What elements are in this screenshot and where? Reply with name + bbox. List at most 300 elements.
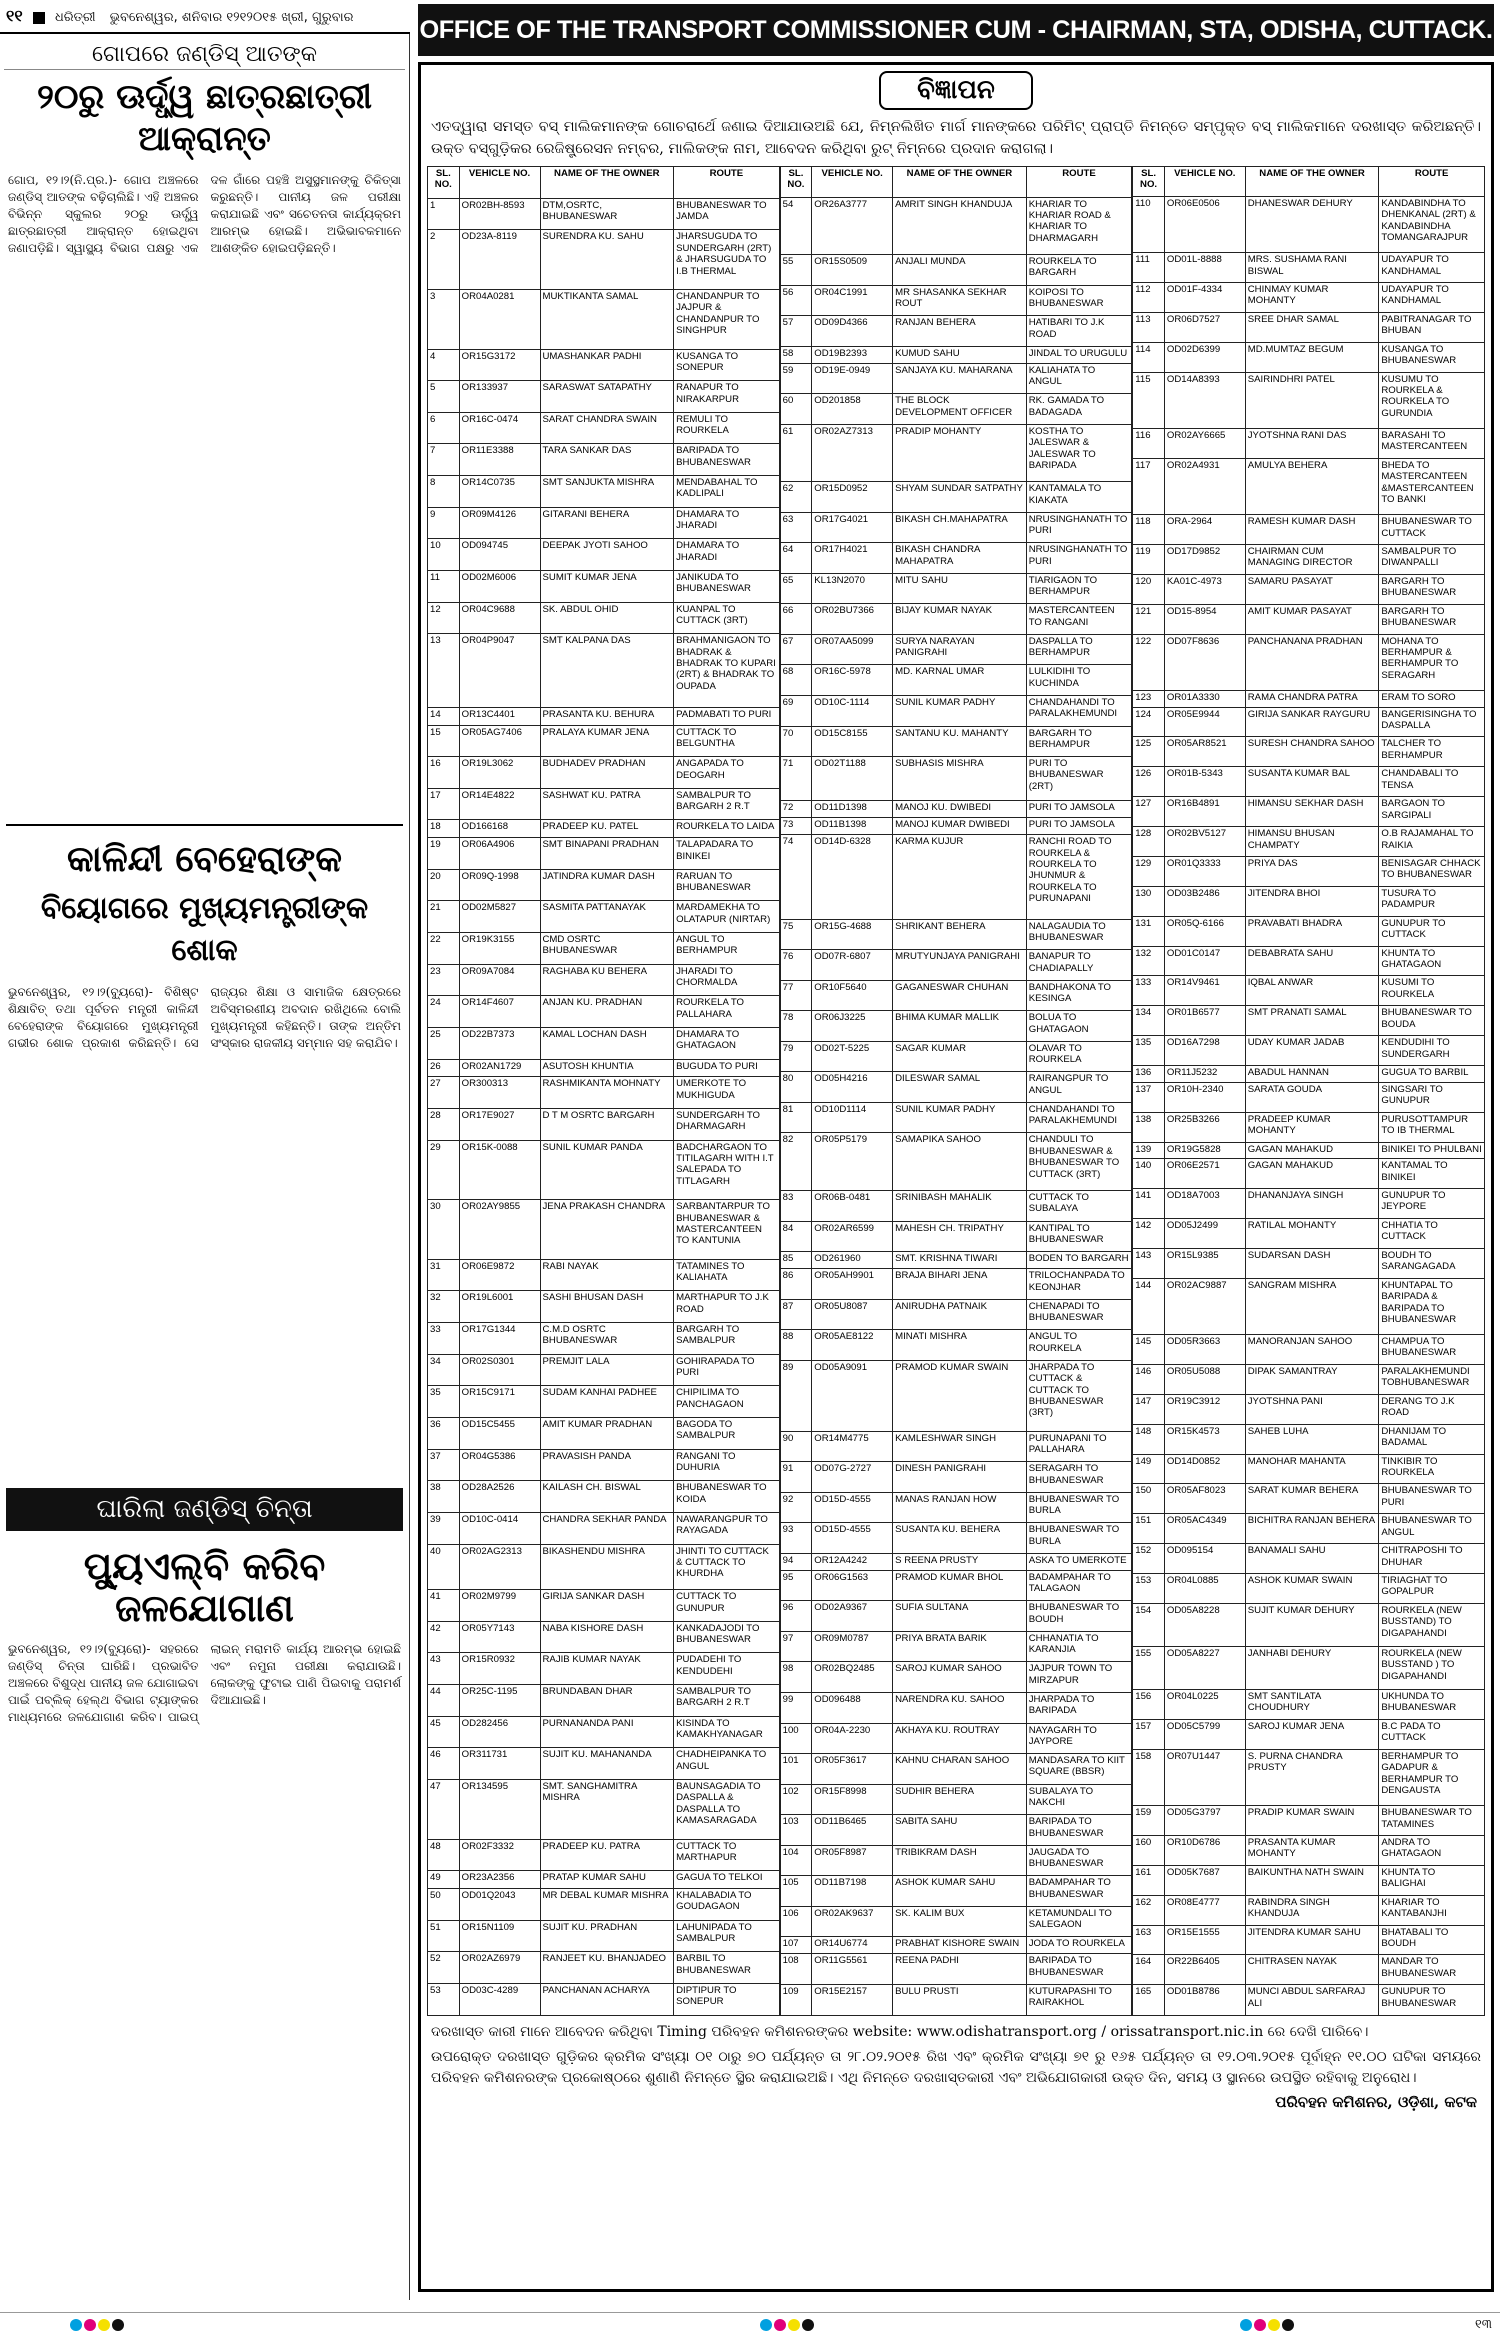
vehicle-cell: OR15E2157 <box>812 1984 893 2015</box>
serial-cell: 124 <box>1133 707 1165 737</box>
owner-cell: MAHESH CH. TRIPATHY <box>893 1221 1027 1252</box>
serial-cell: 17 <box>428 788 460 820</box>
owner-cell: TARA SANKAR DAS <box>540 444 674 476</box>
vehicle-cell: OD11B7198 <box>812 1876 893 1907</box>
route-cell: BHEDA TO MASTERCANTEEN &MASTERCANTEEN TO BANKI <box>1379 458 1485 514</box>
table-row <box>1133 1112 1485 1142</box>
serial-cell: 149 <box>1133 1454 1165 1484</box>
serial-cell: 84 <box>780 1221 812 1252</box>
story3-headline: ପ୍ୟୁଏଲ୍‌ବି କରିବ ଜଳଯୋଗାଣ <box>83 1543 326 1630</box>
ad-box <box>418 62 1494 2292</box>
serial-cell: 156 <box>1133 1690 1165 1720</box>
route-cell: NAYAGARH TO JAYPORE <box>1026 1723 1132 1754</box>
vehicle-cell: OR02BU7366 <box>812 604 893 635</box>
vehicle-cell: OR15D0952 <box>812 482 893 513</box>
vehicle-cell: OR02AY6665 <box>1164 428 1245 458</box>
route-cell: BUGUDA TO PURI <box>674 1059 780 1077</box>
table-row <box>428 634 780 708</box>
route-cell: CHANDANPUR TO JAJPUR & CHANDANPUR TO SINGHPUR <box>674 289 780 349</box>
vehicle-cell: OR14U6774 <box>812 1937 893 1954</box>
route-cell: CHANDULI TO BHUBANESWAR & BHUBANESWAR TO CUTTACK (3RT) <box>1026 1133 1132 1191</box>
serial-cell: 4 <box>428 349 460 381</box>
route-cell: JINDAL TO URUGULU <box>1026 346 1132 363</box>
route-cell: ROURKELA TO PALLAHARA <box>674 996 780 1028</box>
serial-cell: 68 <box>780 665 812 696</box>
vehicle-cell: OD14D0852 <box>1164 1454 1245 1484</box>
table-row <box>1133 634 1485 690</box>
route-cell: SAMBALPUR TO BARGARH 2 R.T <box>674 1685 780 1717</box>
vehicle-cell: OR02F3332 <box>459 1839 540 1871</box>
owner-cell: PRASANTA KUMAR MOHANTY <box>1245 1835 1379 1865</box>
route-cell: RK. GAMADA TO BADAGADA <box>1026 394 1132 425</box>
table-row <box>1133 886 1485 916</box>
table-row <box>428 381 780 413</box>
owner-cell: BAIKUNTHA NATH SWAIN <box>1245 1865 1379 1895</box>
column-header: SL. NO. <box>428 167 460 199</box>
vehicle-cell: OD03B2486 <box>1164 886 1245 916</box>
table-row <box>780 197 1132 255</box>
table-row <box>1133 1066 1485 1083</box>
owner-cell: SURYA NARAYAN PANIGRAHI <box>893 634 1027 665</box>
vehicle-cell: OR15K-0088 <box>459 1140 540 1200</box>
serial-cell: 91 <box>780 1462 812 1493</box>
route-cell: KHARIAR TO KANTABANJHI <box>1379 1895 1485 1925</box>
vehicle-cell: OR14E4822 <box>459 788 540 820</box>
table-row <box>780 801 1132 818</box>
vehicle-cell: OD282456 <box>459 1716 540 1748</box>
vehicle-cell: OD19B2393 <box>812 346 893 363</box>
owner-cell: REENA PADHI <box>893 1954 1027 1985</box>
yellow-dot <box>98 2319 110 2331</box>
serial-cell: 76 <box>780 950 812 981</box>
owner-cell: RATILAL MOHANTY <box>1245 1218 1379 1248</box>
serial-cell: 94 <box>780 1553 812 1570</box>
vehicle-cell: OD15D-4555 <box>812 1492 893 1523</box>
cyan-dot <box>760 2319 772 2331</box>
route-cell: JAJPUR TOWN TO MIRZAPUR <box>1026 1662 1132 1693</box>
route-cell: B.C PADA TO CUTTACK <box>1379 1719 1485 1749</box>
route-cell: SUNDERGARH TO DHARMAGARH <box>674 1108 780 1140</box>
table-row <box>780 1011 1132 1042</box>
serial-cell: 109 <box>780 1984 812 2015</box>
serial-cell: 29 <box>428 1140 460 1200</box>
serial-cell: 72 <box>780 801 812 818</box>
serial-cell: 117 <box>1133 458 1165 514</box>
route-cell: BHUBANESWAR TO ANGUL <box>1379 1514 1485 1544</box>
table-row <box>428 1512 780 1544</box>
table-row <box>428 349 780 381</box>
ad-website-note: ଦରଖାସ୍ତ କାରୀ ମାନେ ଆବେଦନ କରିଥିବା Timing ପରିବହନ କମିଶନରଙ୍କର website: www.odishatransport.org / orissatransport.nic.in ରେ ଦେଖି ପାରିବେ। <box>431 2024 1369 2040</box>
page-footer <box>0 2312 1500 2339</box>
route-cell: NRUSINGHANATH TO PURI <box>1026 512 1132 543</box>
serial-cell: 5 <box>428 381 460 413</box>
route-cell: ANGUL TO ROURKELA <box>1026 1330 1132 1361</box>
route-cell: CHANDABALI TO TENSA <box>1379 767 1485 797</box>
table-row <box>1133 1082 1485 1112</box>
vehicle-cell: OD28A2526 <box>459 1481 540 1513</box>
vehicle-cell: OD17D9852 <box>1164 545 1245 575</box>
route-cell: BODEN TO BARGARH <box>1026 1252 1132 1269</box>
serial-cell: 96 <box>780 1601 812 1632</box>
owner-cell: MR DEBAL KUMAR MISHRA <box>540 1888 674 1920</box>
vehicle-cell: OR07AA5099 <box>812 634 893 665</box>
route-cell: BHUBANESWAR TO TATAMINES <box>1379 1806 1485 1836</box>
vehicle-cell: OR15C9171 <box>459 1386 540 1418</box>
vehicle-cell: OD11D1398 <box>812 801 893 818</box>
owner-cell: BANAMALI SAHU <box>1245 1544 1379 1574</box>
route-cell: JODA TO ROURKELA <box>1026 1937 1132 1954</box>
vehicle-cell: OD05K7687 <box>1164 1865 1245 1895</box>
route-cell: BHUBANESWAR TO JAMDA <box>674 198 780 230</box>
route-cell: UDAYAPUR TO KANDHAMAL <box>1379 283 1485 313</box>
route-cell: CUTTACK TO MARTHAPUR <box>674 1839 780 1871</box>
route-cell: LAHUNIPADA TO SAMBALPUR <box>674 1920 780 1952</box>
vehicle-cell: OR04P9047 <box>459 634 540 708</box>
owner-cell: SASHI BHUSAN DASH <box>540 1291 674 1323</box>
table-row <box>780 757 1132 801</box>
route-cell: BARASAHI TO MASTERCANTEEN <box>1379 428 1485 458</box>
owner-cell: SURESH CHANDRA SAHOO <box>1245 737 1379 767</box>
table-row <box>428 1920 780 1952</box>
table-row <box>1133 1006 1485 1036</box>
serial-cell: 36 <box>428 1417 460 1449</box>
table-row <box>1133 767 1485 797</box>
route-cell: PURI TO JAMSOLA <box>1026 801 1132 818</box>
owner-cell: RASHMIKANTA MOHNATY <box>540 1077 674 1109</box>
serial-cell: 52 <box>428 1952 460 1984</box>
serial-cell: 2 <box>428 230 460 290</box>
route-cell: KUANPAL TO CUTTACK (3RT) <box>674 602 780 634</box>
black-dot <box>802 2319 814 2331</box>
table-row <box>780 346 1132 363</box>
table-row <box>428 1952 780 1984</box>
table-row <box>1133 1248 1485 1278</box>
serial-cell: 145 <box>1133 1335 1165 1365</box>
owner-cell: ABADUL HANNAN <box>1245 1066 1379 1083</box>
serial-cell: 146 <box>1133 1364 1165 1394</box>
serial-cell: 33 <box>428 1323 460 1355</box>
vehicle-cell: OR02AZ7313 <box>812 424 893 482</box>
table-row <box>428 1983 780 2015</box>
route-cell: PURI TO BHUBANESWAR (2RT) <box>1026 757 1132 801</box>
serial-cell: 99 <box>780 1693 812 1724</box>
route-cell: BHATABALI TO BOUDH <box>1379 1925 1485 1955</box>
vehicle-cell: OR05F3617 <box>812 1754 893 1785</box>
route-cell: KOSTHA TO JALESWAR & JALESWAR TO BARIPADA <box>1026 424 1132 482</box>
table-row <box>780 1954 1132 1985</box>
route-cell: PUDADEHI TO KENDUDEHI <box>674 1653 780 1685</box>
route-cell: BHUBANESWAR TO PURI <box>1379 1484 1485 1514</box>
table-row <box>780 1462 1132 1493</box>
table-row <box>780 1431 1132 1462</box>
table-row <box>428 1291 780 1323</box>
table-header-row <box>1133 167 1485 197</box>
vehicle-cell: OR15S0509 <box>812 255 893 286</box>
vehicle-cell: OR04C9688 <box>459 602 540 634</box>
owner-cell: SHRIKANT BEHERA <box>893 919 1027 950</box>
table-row <box>428 1748 780 1780</box>
serial-cell: 127 <box>1133 797 1165 827</box>
serial-cell: 154 <box>1133 1603 1165 1646</box>
serial-cell: 60 <box>780 394 812 425</box>
vehicle-cell: OR06E0506 <box>1164 196 1245 252</box>
table-row <box>780 1815 1132 1846</box>
vehicle-cell: OR25C-1195 <box>459 1685 540 1717</box>
route-cell: DHAMARA TO GHATAGAON <box>674 1027 780 1059</box>
route-cell: BARGAON TO SARGIPALI <box>1379 797 1485 827</box>
owner-cell: SUSANTA KUMAR BAL <box>1245 767 1379 797</box>
column-header: ROUTE <box>1026 167 1132 198</box>
vehicle-cell: OD05A8227 <box>1164 1646 1245 1689</box>
vehicle-cell: OD02T-5225 <box>812 1041 893 1072</box>
table-row <box>1133 604 1485 634</box>
vehicle-cell: OD01Q2043 <box>459 1888 540 1920</box>
story2-kicker: କାଳିନ୍ଦୀ ବେହେରାଙ୍କ <box>67 838 342 880</box>
route-cell: GUGUA TO BARBIL <box>1379 1066 1485 1083</box>
owner-cell: MANOJ KUMAR DWIBEDI <box>893 818 1027 835</box>
table-row <box>428 570 780 602</box>
vehicle-cell: OD15-8954 <box>1164 604 1245 634</box>
route-cell: BARIPADA TO BHUBANESWAR <box>1026 1815 1132 1846</box>
vehicle-cell: OR19C3912 <box>1164 1394 1245 1424</box>
vehicle-cell: OR01Q3333 <box>1164 856 1245 886</box>
serial-cell: 14 <box>428 707 460 725</box>
route-cell: BARGARH TO BHUBANESWAR <box>1379 604 1485 634</box>
route-cell: ANGAPADA TO DEOGARH <box>674 757 780 789</box>
serial-cell: 160 <box>1133 1835 1165 1865</box>
vehicle-cell: OR133937 <box>459 381 540 413</box>
masthead: ଧରିତ୍ରୀ <box>54 10 96 25</box>
black-dot <box>112 2319 124 2331</box>
magenta-dot <box>84 2319 96 2331</box>
vehicle-cell: ORA-2964 <box>1164 515 1245 545</box>
route-cell: TIARIGAON TO BERHAMPUR <box>1026 573 1132 604</box>
vehicle-cell: OD22B7373 <box>459 1027 540 1059</box>
column-header: NAME OF THE OWNER <box>893 167 1027 198</box>
vehicle-cell: OR02M9799 <box>459 1590 540 1622</box>
vehicle-cell: OD01B8786 <box>1164 1985 1245 2016</box>
vehicle-cell: OD23A-8119 <box>459 230 540 290</box>
serial-cell: 48 <box>428 1839 460 1871</box>
vehicle-cell: OD07F8636 <box>1164 634 1245 690</box>
owner-cell: SARAT KUMAR BEHERA <box>1245 1484 1379 1514</box>
route-cell: BADCHARGAON TO TITILAGARH WITH I.T SALEPADA TO TITLAGARH <box>674 1140 780 1200</box>
table-row <box>428 707 780 725</box>
serial-cell: 81 <box>780 1102 812 1133</box>
table-row <box>1133 1364 1485 1394</box>
owner-cell: SUNIL KUMAR PANDA <box>540 1140 674 1200</box>
route-cell: JHARSUGUDA TO SUNDERGARH (2RT) & JHARSUGUDA TO I.B THERMAL <box>674 230 780 290</box>
serial-cell: 38 <box>428 1481 460 1513</box>
owner-cell: SUFIA SULTANA <box>893 1601 1027 1632</box>
owner-cell: MUKTIKANTA SAMAL <box>540 289 674 349</box>
vehicle-cell: OR23A2356 <box>459 1871 540 1889</box>
route-cell: TUSURA TO PADAMPUR <box>1379 886 1485 916</box>
serial-cell: 50 <box>428 1888 460 1920</box>
table-row <box>428 1354 780 1386</box>
table-row <box>780 1754 1132 1785</box>
table-row <box>428 1888 780 1920</box>
owner-cell: CMD OSRTC BHUBANESWAR <box>540 933 674 965</box>
table-row <box>780 1360 1132 1431</box>
owner-cell: PRADEEP KU. PATRA <box>540 1839 674 1871</box>
cyan-dot <box>1240 2319 1252 2331</box>
serial-cell: 58 <box>780 346 812 363</box>
serial-cell: 39 <box>428 1512 460 1544</box>
table-row <box>428 1449 780 1481</box>
table-row <box>1133 1142 1485 1159</box>
owner-cell: SMT SANTILATA CHOUDHURY <box>1245 1690 1379 1720</box>
serial-cell: 25 <box>428 1027 460 1059</box>
route-cell: ROURKELA TO LAIDA <box>674 820 780 838</box>
serial-cell: 92 <box>780 1492 812 1523</box>
serial-cell: 19 <box>428 838 460 870</box>
vehicle-cell: OR06J3225 <box>812 1011 893 1042</box>
owner-cell: DILESWAR SAMAL <box>893 1072 1027 1103</box>
vehicle-cell: OR25B3266 <box>1164 1112 1245 1142</box>
story1-kicker: ଗୋପରେ ଜଣ୍ଡିସ୍ ଆତଙ୍କ <box>4 34 405 70</box>
route-cell: MARTHAPUR TO J.K ROAD <box>674 1291 780 1323</box>
serial-cell: 73 <box>780 818 812 835</box>
vehicle-cell: OR05Q-6166 <box>1164 916 1245 946</box>
vehicle-cell: KL13N2070 <box>812 573 893 604</box>
route-cell: BERHAMPUR TO GADAPUR & BERHAMPUR TO DENGAUSTA <box>1379 1749 1485 1805</box>
table-row <box>780 835 1132 920</box>
table-row <box>780 696 1132 727</box>
vehicle-cell: OD14D-6328 <box>812 835 893 920</box>
table-row <box>1133 856 1485 886</box>
route-cell: GUNUPUR TO JEYPORE <box>1379 1189 1485 1219</box>
route-cell: DHAMARA TO JHARADI <box>674 539 780 571</box>
route-cell: KHUNTAPAL TO BARIPADA & BARIPADA TO BHUBANESWAR <box>1379 1278 1485 1334</box>
table-row <box>780 512 1132 543</box>
serial-cell: 132 <box>1133 946 1165 976</box>
owner-cell: CHINMAY KUMAR MOHANTY <box>1245 283 1379 313</box>
table-row <box>780 394 1132 425</box>
table-row <box>780 1269 1132 1300</box>
owner-cell: UMASHANKAR PADHI <box>540 349 674 381</box>
registration-marks-right <box>1240 2319 1294 2331</box>
owner-cell: RANJAN BEHERA <box>893 316 1027 347</box>
story1-headline: ୨୦ରୁ ଊର୍ଦ୍ଧ୍ୱ ଛାତ୍ରଛାତ୍ରୀ ଆକ୍ରାନ୍ତ <box>36 77 373 159</box>
vehicle-cell: OR14M4775 <box>812 1431 893 1462</box>
vehicle-cell: OR04A0281 <box>459 289 540 349</box>
route-cell: DHANIJAM TO BADAMAL <box>1379 1424 1485 1454</box>
owner-cell: SUDHIR BEHERA <box>893 1784 1027 1815</box>
serial-cell: 16 <box>428 757 460 789</box>
vehicle-cell: OR05AC4349 <box>1164 1514 1245 1544</box>
owner-cell: PRAVABATI BHADRA <box>1245 916 1379 946</box>
owner-cell: MD. KARNAL UMAR <box>893 665 1027 696</box>
serial-cell: 12 <box>428 602 460 634</box>
vehicle-cell: OR02AY9855 <box>459 1200 540 1260</box>
owner-cell: GITARANI BEHERA <box>540 507 674 539</box>
route-cell: SARBANTARPUR TO BHUBANESWAR & MASTERCANTEEN TO KANTUNIA <box>674 1200 780 1260</box>
table-row <box>780 1330 1132 1361</box>
route-cell: KETAMUNDALI TO SALEGAON <box>1026 1906 1132 1937</box>
owner-cell: DHANESWAR DEHURY <box>1245 196 1379 252</box>
serial-cell: 111 <box>1133 253 1165 283</box>
vehicle-cell: OR05E9944 <box>1164 707 1245 737</box>
owner-cell: SAGAR KUMAR <box>893 1041 1027 1072</box>
table-row <box>1133 1218 1485 1248</box>
owner-cell: SMT PRANATI SAMAL <box>1245 1006 1379 1036</box>
table-row <box>428 289 780 349</box>
owner-cell: NARENDRA KU. SAHOO <box>893 1693 1027 1724</box>
table-row <box>1133 1394 1485 1424</box>
table-header-row <box>428 167 780 199</box>
table-row <box>780 482 1132 513</box>
vehicle-cell: OR05F8987 <box>812 1845 893 1876</box>
table-row <box>428 1653 780 1685</box>
serial-cell: 152 <box>1133 1544 1165 1574</box>
table-row <box>1133 1159 1485 1189</box>
registration-marks-middle <box>760 2319 814 2331</box>
serial-cell: 46 <box>428 1748 460 1780</box>
serial-cell: 8 <box>428 476 460 508</box>
vehicle-cell: OR09Q-1998 <box>459 869 540 901</box>
vehicle-cell: OR02AZ6979 <box>459 1952 540 1984</box>
serial-cell: 80 <box>780 1072 812 1103</box>
owner-cell: KAHNU CHARAN SAHOO <box>893 1754 1027 1785</box>
owner-cell: MANAS RANJAN HOW <box>893 1492 1027 1523</box>
vehicle-cell: OD05A9091 <box>812 1360 893 1431</box>
column-header: VEHICLE NO. <box>459 167 540 199</box>
owner-cell: KUMUD SAHU <box>893 346 1027 363</box>
vehicle-cell: OR01A3330 <box>1164 690 1245 707</box>
serial-cell: 75 <box>780 919 812 950</box>
vehicle-cell: OD09D4366 <box>812 316 893 347</box>
table-row <box>1133 515 1485 545</box>
serial-cell: 28 <box>428 1108 460 1140</box>
vehicle-cell: OR04C1991 <box>812 285 893 316</box>
table-row <box>780 285 1132 316</box>
serial-cell: 106 <box>780 1906 812 1937</box>
vehicle-cell: OD02T1188 <box>812 757 893 801</box>
owner-cell: ASUTOSH KHUNTIA <box>540 1059 674 1077</box>
vehicle-cell: OR05AG7406 <box>459 725 540 757</box>
vehicle-cell: OR12A4242 <box>812 1553 893 1570</box>
column-header: NAME OF THE OWNER <box>1245 167 1379 197</box>
serial-cell: 101 <box>780 1754 812 1785</box>
owner-cell: PRADIP MOHANTY <box>893 424 1027 482</box>
owner-cell: SREE DHAR SAMAL <box>1245 312 1379 342</box>
route-cell: BRAHMANIGAON TO BHADRAK & BHADRAK TO KUPARI (2RT) & BHADRAK TO OUPADA <box>674 634 780 708</box>
serial-cell: 11 <box>428 570 460 602</box>
serial-cell: 144 <box>1133 1278 1165 1334</box>
owner-cell: ANIRUDHA PATNAIK <box>893 1299 1027 1330</box>
route-cell: JHARPADA TO BARIPADA <box>1026 1693 1132 1724</box>
black-dot <box>1282 2319 1294 2331</box>
table-row <box>1133 737 1485 767</box>
serial-cell: 118 <box>1133 515 1165 545</box>
serial-cell: 133 <box>1133 976 1165 1006</box>
table-row <box>428 725 780 757</box>
owner-cell: SARASWAT SATAPATHY <box>540 381 674 413</box>
owner-cell: PRADIP KUMAR SWAIN <box>1245 1806 1379 1836</box>
serial-cell: 44 <box>428 1685 460 1717</box>
owner-cell: RAMA CHANDRA PATRA <box>1245 690 1379 707</box>
vehicle-cell: OR06G1563 <box>812 1570 893 1601</box>
route-cell: KANTIPAL TO BHUBANESWAR <box>1026 1221 1132 1252</box>
story3-band: ଘାରିଲା ଜଣ୍ଡିସ୍ ଚିନ୍ତା <box>6 1488 403 1531</box>
vehicle-cell: OR01B-5343 <box>1164 767 1245 797</box>
serial-cell: 78 <box>780 1011 812 1042</box>
route-cell: PABITRANAGAR TO BHUBAN <box>1379 312 1485 342</box>
serial-cell: 142 <box>1133 1218 1165 1248</box>
owner-cell: SAROJ KUMAR SAHOO <box>893 1662 1027 1693</box>
route-cell: KUSANGA TO BHUBANESWAR <box>1379 342 1485 372</box>
